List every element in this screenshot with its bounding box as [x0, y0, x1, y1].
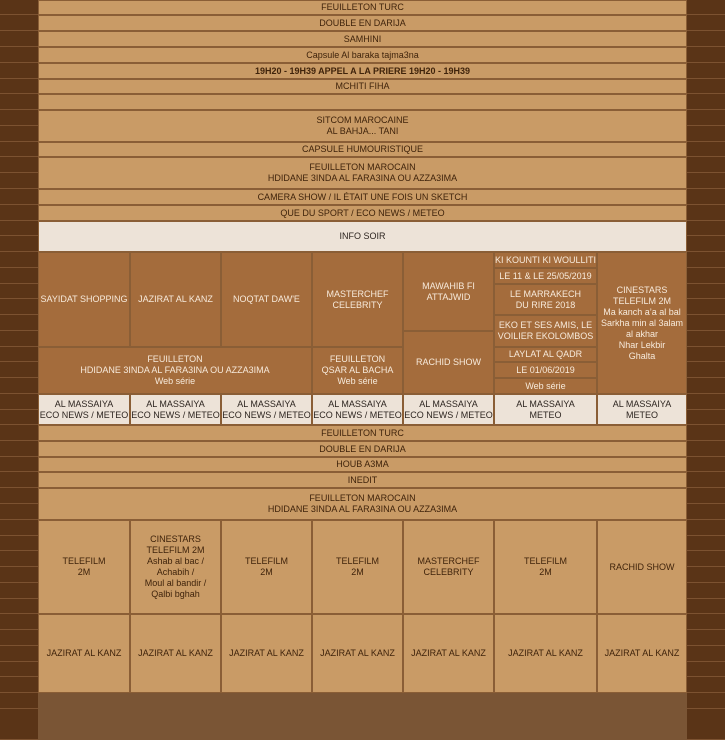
program-line: Qalbi bghah	[151, 589, 200, 599]
program-line: RACHID SHOW	[416, 357, 481, 367]
program-line: JAZIRAT AL KANZ	[508, 648, 583, 658]
time-label-left	[0, 47, 38, 63]
time-label-right	[687, 551, 725, 567]
time-label-right	[687, 221, 725, 236]
time-label-left	[0, 551, 38, 567]
time-label-left	[0, 331, 38, 347]
time-label-right	[687, 110, 725, 126]
time-label-left	[0, 693, 38, 709]
time-label-left	[0, 410, 38, 425]
time-label-right	[687, 362, 725, 378]
program-line: ATTAJWID	[426, 291, 471, 302]
program-line: AL MASSAIYA	[328, 398, 387, 409]
program-block-p22[interactable]	[494, 347, 597, 362]
program-block-p34[interactable]	[494, 394, 597, 425]
program-block-p7[interactable]	[38, 110, 687, 142]
program-line: METEO	[625, 409, 658, 420]
time-label-left	[0, 614, 38, 630]
program-block-p8[interactable]	[38, 142, 687, 157]
program-line: FEUILLETON TURC	[321, 427, 404, 438]
time-label-left	[0, 284, 38, 299]
program-line: AL MASSAIYA	[419, 398, 478, 409]
program-line: FEUILLETON MAROCAIN	[309, 162, 416, 172]
program-block-p44[interactable]	[312, 520, 403, 614]
program-line: NOQTAT DAW'E	[233, 294, 300, 304]
program-block-p36[interactable]	[38, 425, 687, 441]
time-label-left	[0, 268, 38, 284]
program-block-p37[interactable]	[38, 441, 687, 457]
program-block-p24[interactable]	[494, 378, 597, 394]
program-line: TELEFILM	[244, 556, 288, 566]
program-line: CINESTARS	[616, 284, 668, 295]
time-label-left	[0, 173, 38, 189]
program-line: Web série	[337, 376, 378, 386]
time-label-right	[687, 425, 725, 441]
program-block-p25[interactable]	[597, 252, 687, 394]
time-label-right	[687, 126, 725, 142]
time-label-right	[687, 488, 725, 504]
program-line: METEO	[529, 409, 562, 420]
program-line: 2M	[260, 567, 273, 577]
program-line: LE 01/06/2019	[516, 364, 575, 375]
program-line: SAYIDAT SHOPPING	[40, 294, 128, 304]
time-label-left	[0, 63, 38, 79]
time-label-left	[0, 205, 38, 221]
program-block-p1[interactable]	[38, 0, 687, 15]
program-line: FEUILLETON MAROCAIN	[309, 493, 416, 503]
program-line: Moul al bandir /	[144, 578, 207, 588]
time-label-right	[687, 457, 725, 472]
time-label-right	[687, 79, 725, 94]
time-label-right	[687, 47, 725, 63]
program-block-p11[interactable]	[38, 205, 687, 221]
time-label-left	[0, 110, 38, 126]
time-label-right	[687, 173, 725, 189]
time-label-right	[687, 268, 725, 284]
program-line: HDIDANE 3INDA AL FARA3INA OU AZZA3IMA	[80, 365, 270, 375]
time-label-right	[687, 236, 725, 252]
time-label-right	[687, 520, 725, 536]
program-line: DOUBLE EN DARIJA	[319, 17, 406, 28]
program-line: Nhar Lekbir	[618, 339, 666, 350]
program-block-p2[interactable]	[38, 15, 687, 31]
program-block-p5[interactable]	[38, 63, 687, 79]
program-block-p27[interactable]	[312, 347, 403, 394]
program-block-p45[interactable]	[403, 520, 494, 614]
program-block-p41[interactable]	[38, 520, 130, 614]
time-label-left	[0, 362, 38, 378]
program-block-p14[interactable]	[130, 252, 221, 347]
program-line: Ashab al bac /	[146, 556, 205, 566]
time-label-left	[0, 709, 38, 740]
time-label-left	[0, 142, 38, 157]
program-block-p40[interactable]	[38, 488, 687, 520]
time-label-left	[0, 536, 38, 551]
time-label-left	[0, 236, 38, 252]
program-line: FEUILLETON	[147, 354, 203, 364]
program-block-p52[interactable]	[403, 614, 494, 693]
time-label-left	[0, 378, 38, 394]
time-label-right	[687, 315, 725, 331]
time-label-right	[687, 693, 725, 709]
program-line: ECO NEWS / METEO	[313, 409, 402, 420]
program-line: al akhar	[625, 328, 659, 339]
time-label-left	[0, 299, 38, 315]
program-block-p16[interactable]	[312, 252, 403, 347]
program-block-p50[interactable]	[221, 614, 312, 693]
program-block-p20[interactable]	[494, 284, 597, 315]
time-label-right	[687, 15, 725, 31]
program-block-p35[interactable]	[597, 394, 687, 425]
time-label-right	[687, 63, 725, 79]
time-label-left	[0, 221, 38, 236]
time-label-left	[0, 567, 38, 583]
time-label-right	[687, 394, 725, 410]
program-line: LAYLAT AL QADR	[508, 349, 583, 359]
program-line: VOILIER EKOLOMBOS	[497, 331, 594, 341]
program-line: 2M	[351, 567, 364, 577]
program-line: FEUILLETON TURC	[321, 2, 404, 12]
program-block-p43[interactable]	[221, 520, 312, 614]
program-block-p26[interactable]	[38, 347, 312, 394]
program-line: JAZIRAT AL KANZ	[46, 648, 122, 658]
program-line: MASTERCHEF	[417, 556, 480, 566]
time-label-right	[687, 472, 725, 488]
program-line: JAZIRAT AL KANZ	[320, 648, 395, 658]
program-line: CELEBRITY	[423, 567, 474, 577]
program-line: DOUBLE EN DARIJA	[319, 443, 406, 454]
time-label-right	[687, 662, 725, 677]
time-label-right	[687, 142, 725, 157]
program-line: JAZIRAT AL KANZ	[229, 648, 304, 658]
program-line: 2M	[77, 567, 91, 577]
program-block-p30[interactable]	[130, 394, 221, 425]
program-line: TELEFILM	[523, 556, 567, 566]
time-label-left	[0, 599, 38, 614]
time-label-left	[0, 394, 38, 410]
time-label-right	[687, 331, 725, 347]
program-line: ECO NEWS / METEO	[404, 409, 493, 420]
program-block-p28[interactable]	[403, 331, 494, 394]
time-label-right	[687, 709, 725, 740]
time-label-right	[687, 0, 725, 15]
program-line: SITCOM MAROCAINE	[316, 115, 409, 125]
program-line: AL MASSAIYA	[516, 398, 575, 409]
time-label-right	[687, 630, 725, 646]
time-label-right	[687, 410, 725, 425]
time-label-right	[687, 378, 725, 394]
program-line: CINESTARS	[150, 534, 201, 544]
program-line: HDIDANE 3INDA AL FARA3INA OU AZZA3IMA	[267, 173, 458, 183]
time-label-left	[0, 646, 38, 662]
time-label-left	[0, 504, 38, 520]
program-block-p46[interactable]	[494, 520, 597, 614]
time-label-right	[687, 599, 725, 614]
program-line: HOUB A3MA	[336, 459, 389, 469]
time-label-right	[687, 157, 725, 173]
program-block-p31[interactable]	[221, 394, 312, 425]
time-label-right	[687, 94, 725, 110]
time-label-left	[0, 126, 38, 142]
program-line: Ma kanch a’a al bal	[603, 306, 681, 317]
program-block-p51[interactable]	[312, 614, 403, 693]
time-label-right	[687, 31, 725, 47]
program-line: CAMERA SHOW / IL ÉTAIT UNE FOIS UN SKETCH	[257, 191, 468, 202]
program-line: TELEFILM	[335, 556, 379, 566]
time-label-right	[687, 299, 725, 315]
program-line: ECO NEWS / METEO	[39, 409, 129, 420]
program-line: CELEBRITY	[332, 299, 383, 310]
program-line: 19H20 - 19H39 APPEL A LA PRIERE 19H20 - 19H39	[254, 65, 471, 76]
program-block-p3[interactable]	[38, 31, 687, 47]
program-line: QSAR AL BACHA	[321, 365, 394, 375]
program-line: EKO ET SES AMIS, LE	[498, 320, 593, 330]
program-block-p9[interactable]	[38, 157, 687, 189]
program-block-p48[interactable]	[38, 614, 130, 693]
time-label-left	[0, 15, 38, 31]
program-line: ECO NEWS / METEO	[222, 409, 311, 420]
program-line: Web série	[154, 376, 196, 386]
program-line: AL MASSAIYA	[146, 398, 205, 409]
time-label-left	[0, 520, 38, 536]
time-label-right	[687, 614, 725, 630]
program-line: JAZIRAT AL KANZ	[604, 648, 680, 658]
program-block-p29[interactable]	[38, 394, 130, 425]
time-label-left	[0, 31, 38, 47]
time-label-right	[687, 646, 725, 662]
program-block-p17[interactable]	[403, 252, 494, 331]
program-line: MASTERCHEF	[326, 288, 389, 299]
time-label-left	[0, 583, 38, 599]
program-block-p21[interactable]	[494, 315, 597, 347]
schedule-empty-slot	[38, 94, 687, 110]
program-block-p47[interactable]	[597, 520, 687, 614]
program-line: Achabih /	[156, 567, 195, 577]
program-line: Sarkha min al 3alam	[600, 317, 684, 328]
time-label-right	[687, 583, 725, 599]
program-block-p6[interactable]	[38, 79, 687, 94]
program-line: TELEFILM	[62, 556, 106, 566]
time-label-left	[0, 457, 38, 472]
time-label-right	[687, 347, 725, 362]
program-block-p12[interactable]	[38, 221, 687, 252]
program-line: QUE DU SPORT / ECO NEWS / METEO	[280, 207, 445, 218]
time-label-left	[0, 252, 38, 268]
program-line: MAWAHIB FI	[422, 280, 475, 291]
program-block-p42[interactable]	[130, 520, 221, 614]
program-line: AL BAHJA... TANI	[326, 126, 399, 136]
program-line: SAMHINI	[343, 33, 382, 44]
program-line: JAZIRAT AL KANZ	[138, 294, 213, 304]
program-line: KI KOUNTI KI WOULLITI	[495, 254, 597, 265]
program-line: LE 11 & LE 25/05/2019	[499, 270, 592, 281]
program-line: INFO SOIR	[339, 231, 386, 241]
program-block-p54[interactable]	[597, 614, 687, 693]
time-label-left	[0, 472, 38, 488]
time-label-left	[0, 677, 38, 693]
program-line: RACHID SHOW	[609, 561, 675, 572]
time-label-right	[687, 441, 725, 457]
program-line: AL MASSAIYA	[237, 398, 296, 409]
program-block-p32[interactable]	[312, 394, 403, 425]
time-label-left	[0, 441, 38, 457]
time-label-left	[0, 662, 38, 677]
time-label-left	[0, 79, 38, 94]
program-block-p10[interactable]	[38, 189, 687, 205]
time-label-left	[0, 189, 38, 205]
program-block-p18[interactable]	[494, 252, 597, 268]
program-block-p23[interactable]	[494, 362, 597, 378]
time-label-right	[687, 567, 725, 583]
program-block-p33[interactable]	[403, 394, 494, 425]
time-label-left	[0, 488, 38, 504]
time-label-right	[687, 284, 725, 299]
program-block-p13[interactable]	[38, 252, 130, 347]
program-line: DU RIRE 2018	[515, 299, 576, 310]
program-block-p39[interactable]	[38, 472, 687, 488]
program-line: INEDIT	[347, 474, 378, 485]
program-block-p49[interactable]	[130, 614, 221, 693]
time-label-left	[0, 315, 38, 331]
program-block-p53[interactable]	[494, 614, 597, 693]
program-line: ECO NEWS / METEO	[131, 409, 220, 420]
program-line: AL MASSAIYA	[612, 398, 672, 409]
program-line: AL MASSAIYA	[54, 398, 114, 409]
program-line: LE MARRAKECH	[509, 288, 581, 299]
time-label-right	[687, 189, 725, 205]
time-label-right	[687, 205, 725, 221]
time-label-left	[0, 347, 38, 362]
program-line: 2M	[539, 567, 552, 577]
time-label-left	[0, 630, 38, 646]
time-label-right	[687, 504, 725, 520]
schedule-empty-band	[38, 693, 687, 740]
time-label-right	[687, 252, 725, 268]
time-label-left	[0, 425, 38, 441]
program-line: JAZIRAT AL KANZ	[411, 648, 486, 658]
time-label-left	[0, 0, 38, 15]
program-block-p19[interactable]	[494, 268, 597, 284]
time-label-right	[687, 536, 725, 551]
program-block-p38[interactable]	[38, 457, 687, 472]
program-block-p15[interactable]	[221, 252, 312, 347]
time-label-right	[687, 677, 725, 693]
program-line: Web série	[525, 380, 566, 391]
program-line: TELEFILM 2M	[146, 545, 205, 555]
program-line: Ghalta	[628, 350, 656, 361]
time-label-left	[0, 94, 38, 110]
program-line: MCHITI FIHA	[335, 81, 390, 91]
time-label-left	[0, 157, 38, 173]
program-line: CAPSULE HUMOURISTIQUE	[301, 144, 424, 154]
program-line: TELEFILM 2M	[612, 295, 671, 306]
program-line: Capsule Al baraka tajma3na	[306, 49, 419, 60]
program-line: JAZIRAT AL KANZ	[138, 648, 213, 658]
program-block-p4[interactable]	[38, 47, 687, 63]
program-line: FEUILLETON	[329, 354, 386, 364]
program-line: HDIDANE 3INDA AL FARA3INA OU AZZA3IMA	[267, 504, 458, 514]
